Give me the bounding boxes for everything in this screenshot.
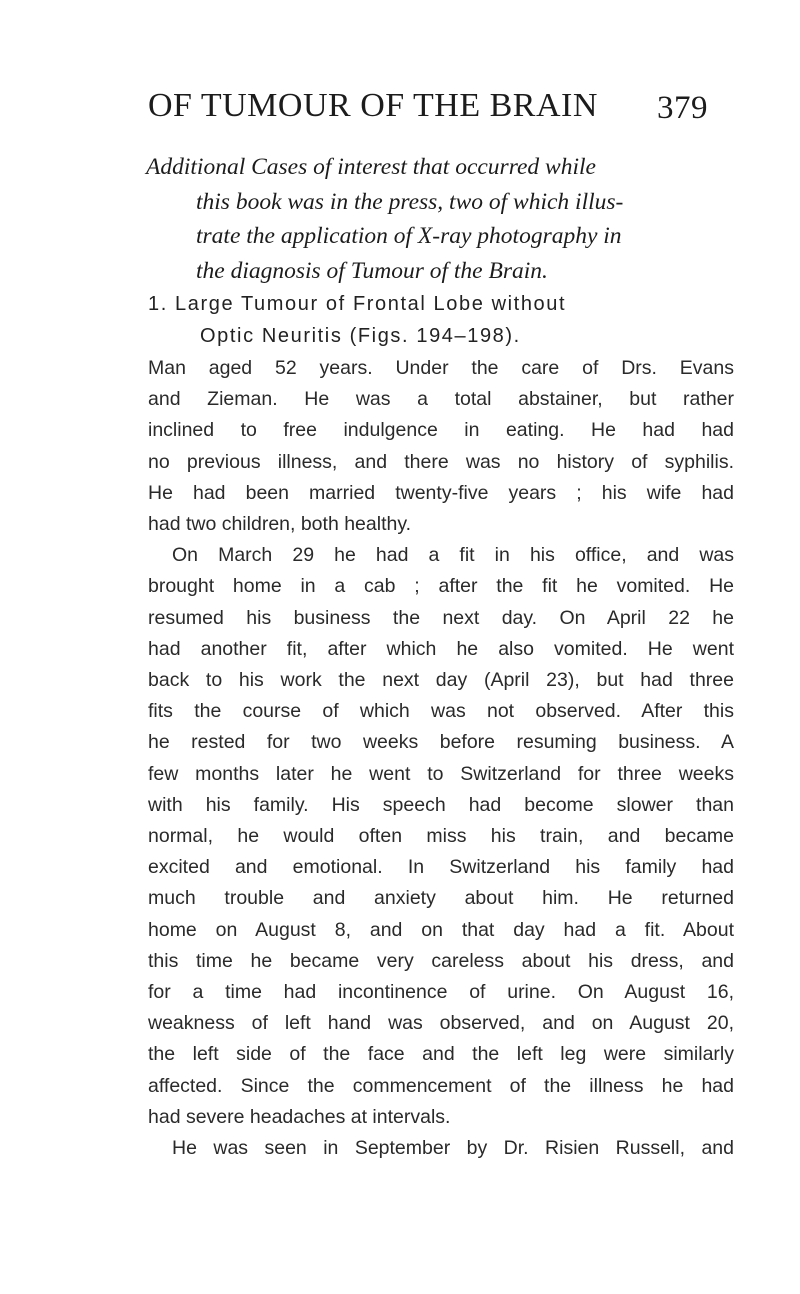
body-line: back to his work the next day (April 23), but had three — [148, 669, 734, 692]
body-line: no previous illness, and there was no history of syphilis. — [148, 450, 734, 473]
case-body — [148, 353, 734, 1164]
body-line: resumed his business the next day. On April 22 he — [148, 606, 734, 629]
body-line: the left side of the face and the left leg were similarly — [148, 1043, 734, 1066]
body-line: On March 29 he had a fit in his office, and was — [172, 544, 734, 567]
body-line: with his family. His speech had become slower than — [148, 793, 734, 816]
body-line: Man aged 52 years. Under the care of Drs. Evans — [148, 357, 734, 379]
body-line: fits the course of which was not observed. After this — [148, 700, 734, 723]
intro-note — [146, 150, 726, 288]
body-line: few months later he went to Switzerland for three weeks — [148, 762, 734, 785]
intro-line: the diagnosis of Tumour of the Brain. — [196, 257, 548, 284]
body-line: excited and emotional. In Switzerland his family had — [148, 856, 734, 879]
body-line: brought home in a cab ; after the fit he vomited. He — [148, 575, 734, 598]
intro-line: trate the application of X-ray photography in — [196, 223, 622, 249]
body-line: affected. Since the commencement of the illness he had — [148, 1074, 734, 1097]
body-line: and Zieman. He was a total abstainer, but rather — [148, 388, 734, 411]
body-line: had two children, both healthy. — [148, 513, 412, 536]
intro-line: this book was in the press, two of which illus- — [196, 188, 624, 215]
body-line: weakness of left hand was observed, and on August 20, — [148, 1012, 734, 1035]
case-heading — [148, 288, 734, 352]
running-head-title: OF TUMOUR OF THE BRAIN — [148, 87, 598, 124]
body-line: had severe headaches at intervals. — [148, 1105, 451, 1128]
body-line: He had been married twenty-five years ; his wife had — [148, 481, 734, 504]
body-line: much trouble and anxiety about him. He returned — [148, 887, 734, 910]
intro-line: Additional Cases of interest that occurred while — [146, 154, 596, 180]
body-line: home on August 8, and on that day had a fit. About — [148, 918, 734, 941]
page-number: 379 — [657, 90, 708, 126]
case-heading-line: Optic Neuritis (Figs. 194–198). — [200, 325, 521, 347]
body-line: normal, he would often miss his train, and became — [148, 825, 734, 848]
body-line: this time he became very careless about his dress, and — [148, 949, 734, 972]
body-line: had another fit, after which he also vomited. He went — [148, 637, 734, 660]
case-heading-line: 1. Large Tumour of Frontal Lobe without — [148, 293, 567, 315]
running-head — [148, 86, 708, 126]
body-line: inclined to free indulgence in eating. He had had — [148, 419, 734, 442]
body-line: for a time had incontinence of urine. On August 16, — [148, 981, 734, 1004]
body-line: He was seen in September by Dr. Risien Russell, and — [172, 1137, 734, 1160]
body-line: he rested for two weeks before resuming business. A — [148, 731, 734, 754]
